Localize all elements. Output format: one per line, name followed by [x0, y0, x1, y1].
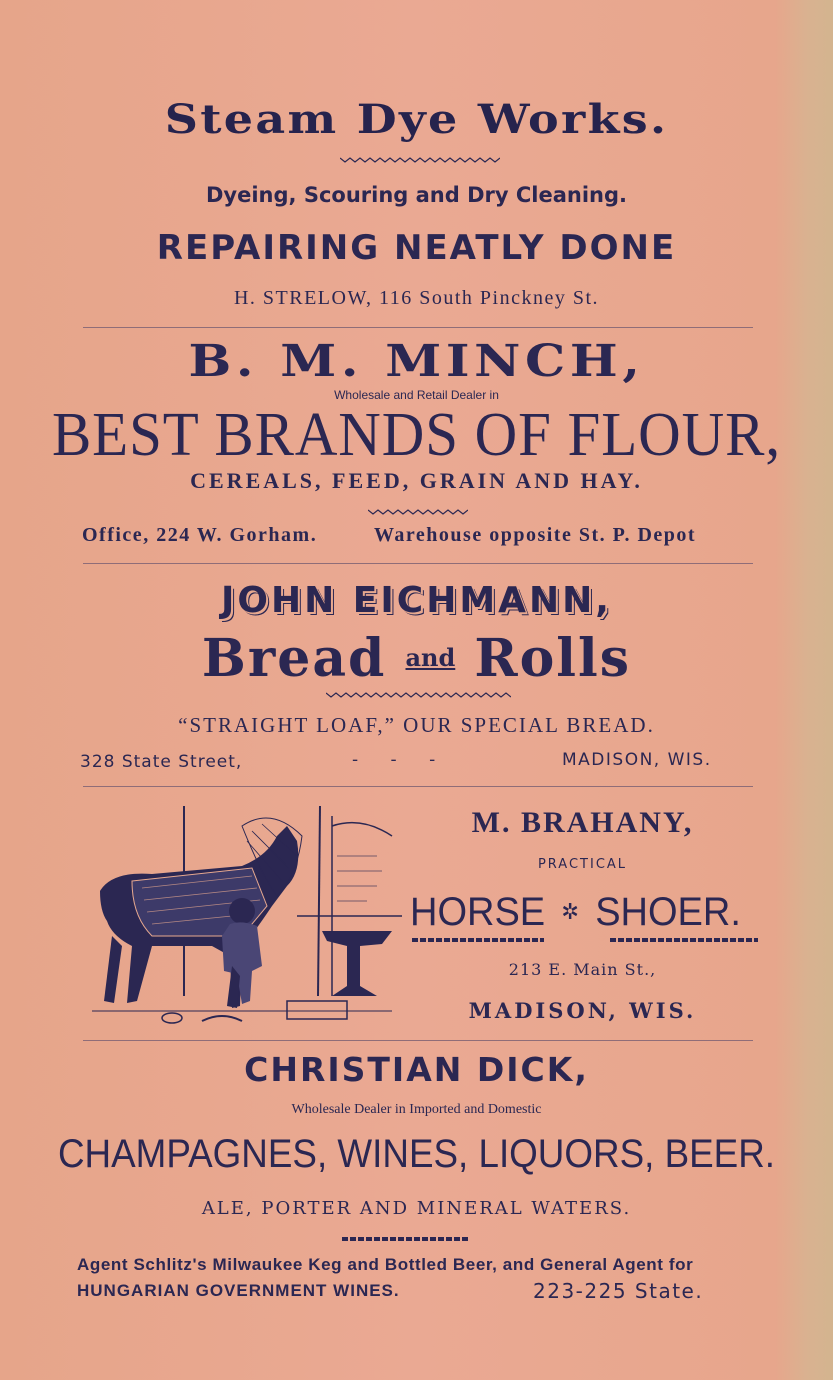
dick-agent-line2: HUNGARIAN GOVERNMENT WINES. [77, 1281, 400, 1300]
and-word: and [405, 643, 456, 672]
minch-headline: BEST BRANDS OF FLOUR, [51, 401, 782, 469]
steam-dye-title: Steam Dye Works. [164, 96, 669, 143]
section-divider [83, 563, 753, 564]
section-divider [83, 327, 753, 328]
minch-warehouse: Warehouse opposite St. P. Depot [374, 524, 697, 546]
bread-word: Bread [201, 628, 387, 689]
horse-word: HORSE [410, 890, 546, 934]
eichmann-name: JOHN EICHMANN, [221, 580, 612, 621]
horseshoer-illustration [92, 796, 402, 1036]
wave-divider [368, 508, 468, 516]
dick-role: Wholesale Dealer in Imported and Domestic [291, 1102, 542, 1117]
eichmann-bread-rolls [0, 628, 833, 689]
minch-name: B. M. MINCH, [188, 336, 645, 387]
brahany-practical: PRACTICAL [537, 857, 628, 872]
dick-name: CHRISTIAN DICK, [244, 1050, 589, 1089]
rolls-word: Rolls [474, 628, 632, 689]
brahany-name: M. BRAHANY, [471, 806, 694, 839]
ornament-icon: ✲ [561, 899, 579, 924]
minch-office: Office, 224 W. Gorham. [82, 524, 318, 546]
steam-dye-address: H. STRELOW, 116 South Pinckney St. [233, 287, 600, 309]
wave-divider [326, 691, 511, 699]
eichmann-special: “STRAIGHT LOAF,” OUR SPECIAL BREAD. [178, 713, 655, 737]
section-divider [83, 1040, 753, 1041]
dick-agent-line1: Agent Schlitz's Milwaukee Keg and Bottled Beer, and General Agent for [77, 1255, 694, 1274]
minch-products: CEREALS, FEED, GRAIN AND HAY. [190, 468, 643, 493]
brahany-city: MADISON, WIS. [468, 998, 697, 1023]
eichmann-dashes: - - - [352, 750, 436, 770]
brahany-horse-shoer [410, 890, 747, 935]
dick-headline: CHAMPAGNES, WINES, LIQUORS, BEER. [57, 1132, 776, 1176]
eichmann-city: MADISON, WIS. [562, 750, 712, 770]
dash-rule-left [412, 938, 544, 942]
dick-ale: ALE, PORTER AND MINERAL WATERS. [201, 1198, 632, 1219]
section-divider [83, 786, 753, 787]
dash-rule-center [342, 1237, 470, 1241]
eichmann-street: 328 State Street, [80, 752, 243, 772]
wave-divider [340, 156, 500, 164]
shoer-word: SHOER. [595, 890, 741, 934]
dick-address: 223-225 State. [533, 1279, 704, 1303]
steam-dye-services: Dyeing, Scouring and Dry Cleaning. [205, 183, 627, 207]
steam-dye-repairing: REPAIRING NEATLY DONE [156, 228, 677, 268]
dash-rule-right [610, 938, 758, 942]
minch-role: Wholesale and Retail Dealer in [334, 388, 499, 402]
brahany-address: 213 E. Main St., [508, 960, 657, 979]
